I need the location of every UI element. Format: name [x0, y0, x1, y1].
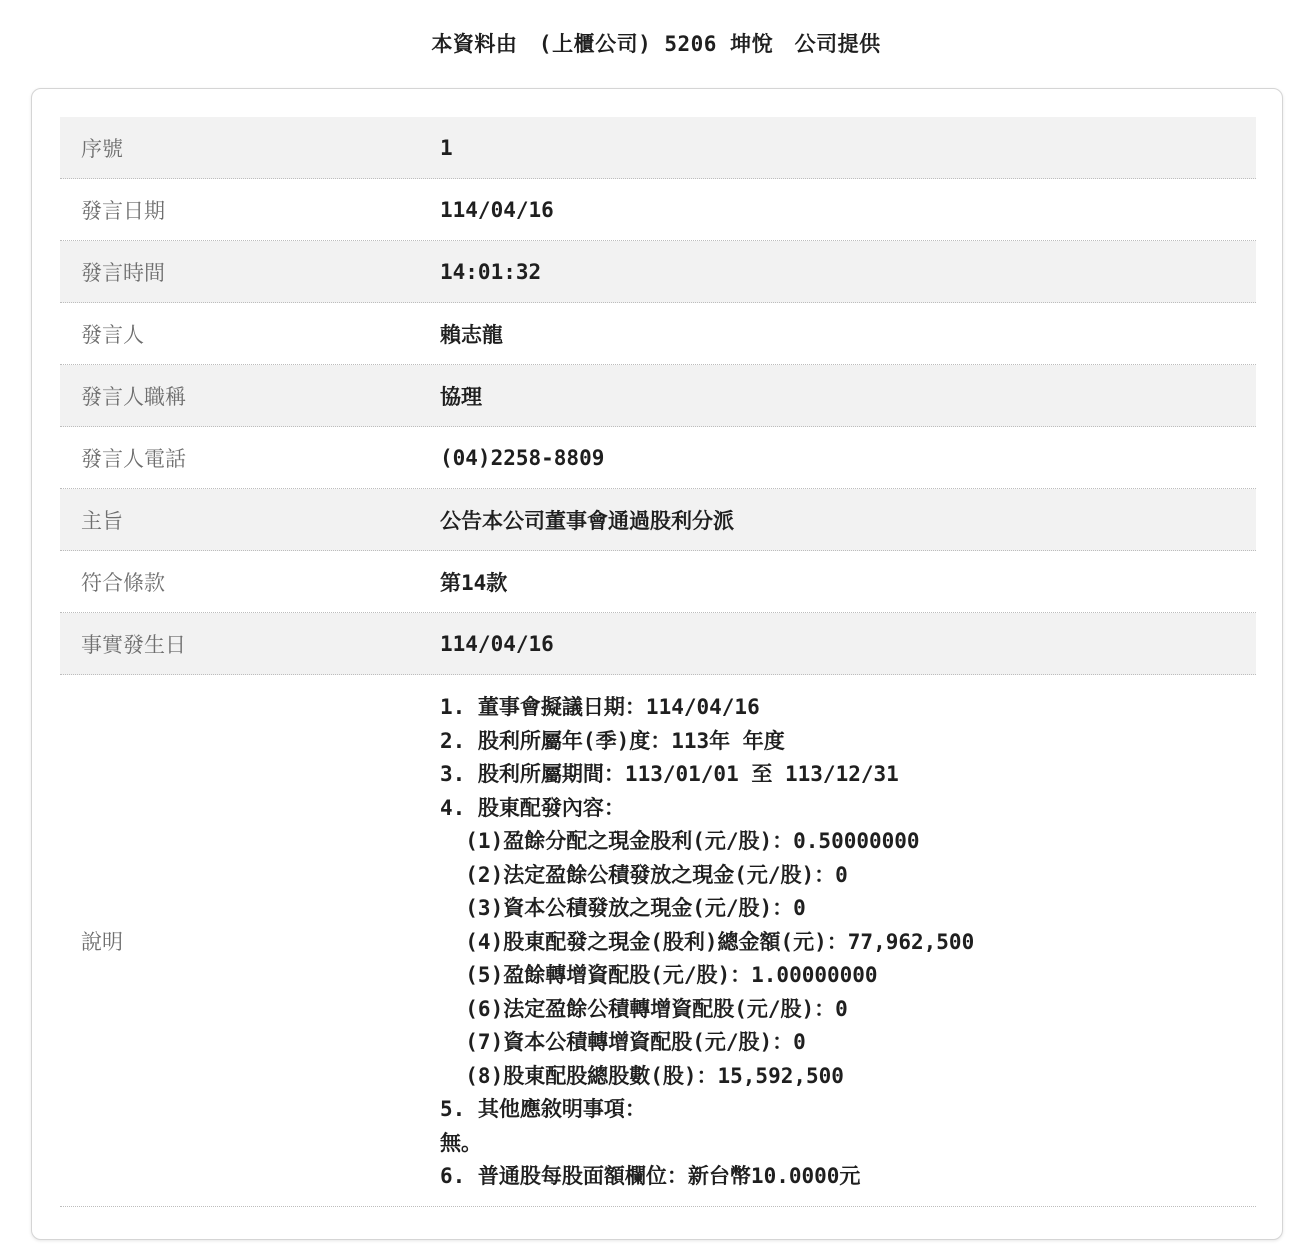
description-line: 2. 股利所屬年(季)度：113年 年度: [440, 728, 785, 753]
field-label: 事實發生日: [81, 632, 186, 657]
description-line: 無。: [440, 1130, 482, 1155]
announcement-card: [31, 88, 1283, 1240]
provider-header: 本資料由 (上櫃公司) 5206 坤悅 公司提供: [431, 32, 881, 56]
row-announce-time: [60, 241, 1256, 303]
field-value: 賴志龍: [440, 322, 503, 347]
field-value: 協理: [440, 384, 482, 409]
field-value: 14:01:32: [440, 259, 542, 284]
field-value: 114/04/16: [440, 197, 554, 222]
field-label: 發言人電話: [81, 446, 186, 471]
description-line: (2)法定盈餘公積發放之現金(元/股)：0: [440, 862, 848, 887]
field-label: 發言人職稱: [81, 384, 186, 409]
row-spokesperson-title: [60, 365, 1256, 427]
announcement-table: [60, 117, 1256, 1207]
field-label: 主旨: [81, 508, 123, 533]
description-line: 6. 普通股每股面額欄位：新台幣10.0000元: [440, 1164, 861, 1189]
row-subject: [60, 489, 1256, 551]
description-line: (7)資本公積轉增資配股(元/股)：0: [440, 1030, 806, 1055]
description-content: [440, 687, 1256, 1194]
description-line: 1. 董事會擬議日期：114/04/16: [440, 695, 760, 720]
description-line: (3)資本公積發放之現金(元/股)：0: [440, 896, 806, 921]
description-line: (8)股東配股總股數(股)：15,592,500: [440, 1063, 844, 1088]
row-applicable-clause: [60, 551, 1256, 613]
field-value: 114/04/16: [440, 631, 554, 656]
description-line: (1)盈餘分配之現金股利(元/股)：0.50000000: [440, 829, 920, 854]
description-line: (6)法定盈餘公積轉增資配股(元/股)：0: [440, 996, 848, 1021]
row-spokesperson: [60, 303, 1256, 365]
description-line: (4)股東配發之現金(股利)總金額(元)：77,962,500: [440, 929, 975, 954]
row-announce-date: [60, 179, 1256, 241]
field-label: 序號: [81, 136, 123, 161]
description-line: 4. 股東配發內容：: [440, 795, 625, 820]
field-value: 1: [440, 135, 453, 160]
field-label: 發言日期: [81, 198, 165, 223]
field-label: 發言人: [81, 322, 144, 347]
description-line: 3. 股利所屬期間：113/01/01 至 113/12/31: [440, 762, 899, 787]
row-spokesperson-phone: [60, 427, 1256, 489]
field-value: 第14款: [440, 570, 508, 595]
field-label: 說明: [81, 929, 123, 954]
description-line: 5. 其他應敘明事項：: [440, 1097, 646, 1122]
row-description: [60, 675, 1256, 1207]
description-line: (5)盈餘轉增資配股(元/股)：1.00000000: [440, 963, 878, 988]
row-fact-date: [60, 613, 1256, 675]
field-label: 符合條款: [81, 570, 165, 595]
row-serial-number: [60, 117, 1256, 179]
field-value: (04)2258-8809: [440, 445, 605, 470]
field-label: 發言時間: [81, 260, 165, 285]
field-value: 公告本公司董事會通過股利分派: [440, 508, 734, 533]
